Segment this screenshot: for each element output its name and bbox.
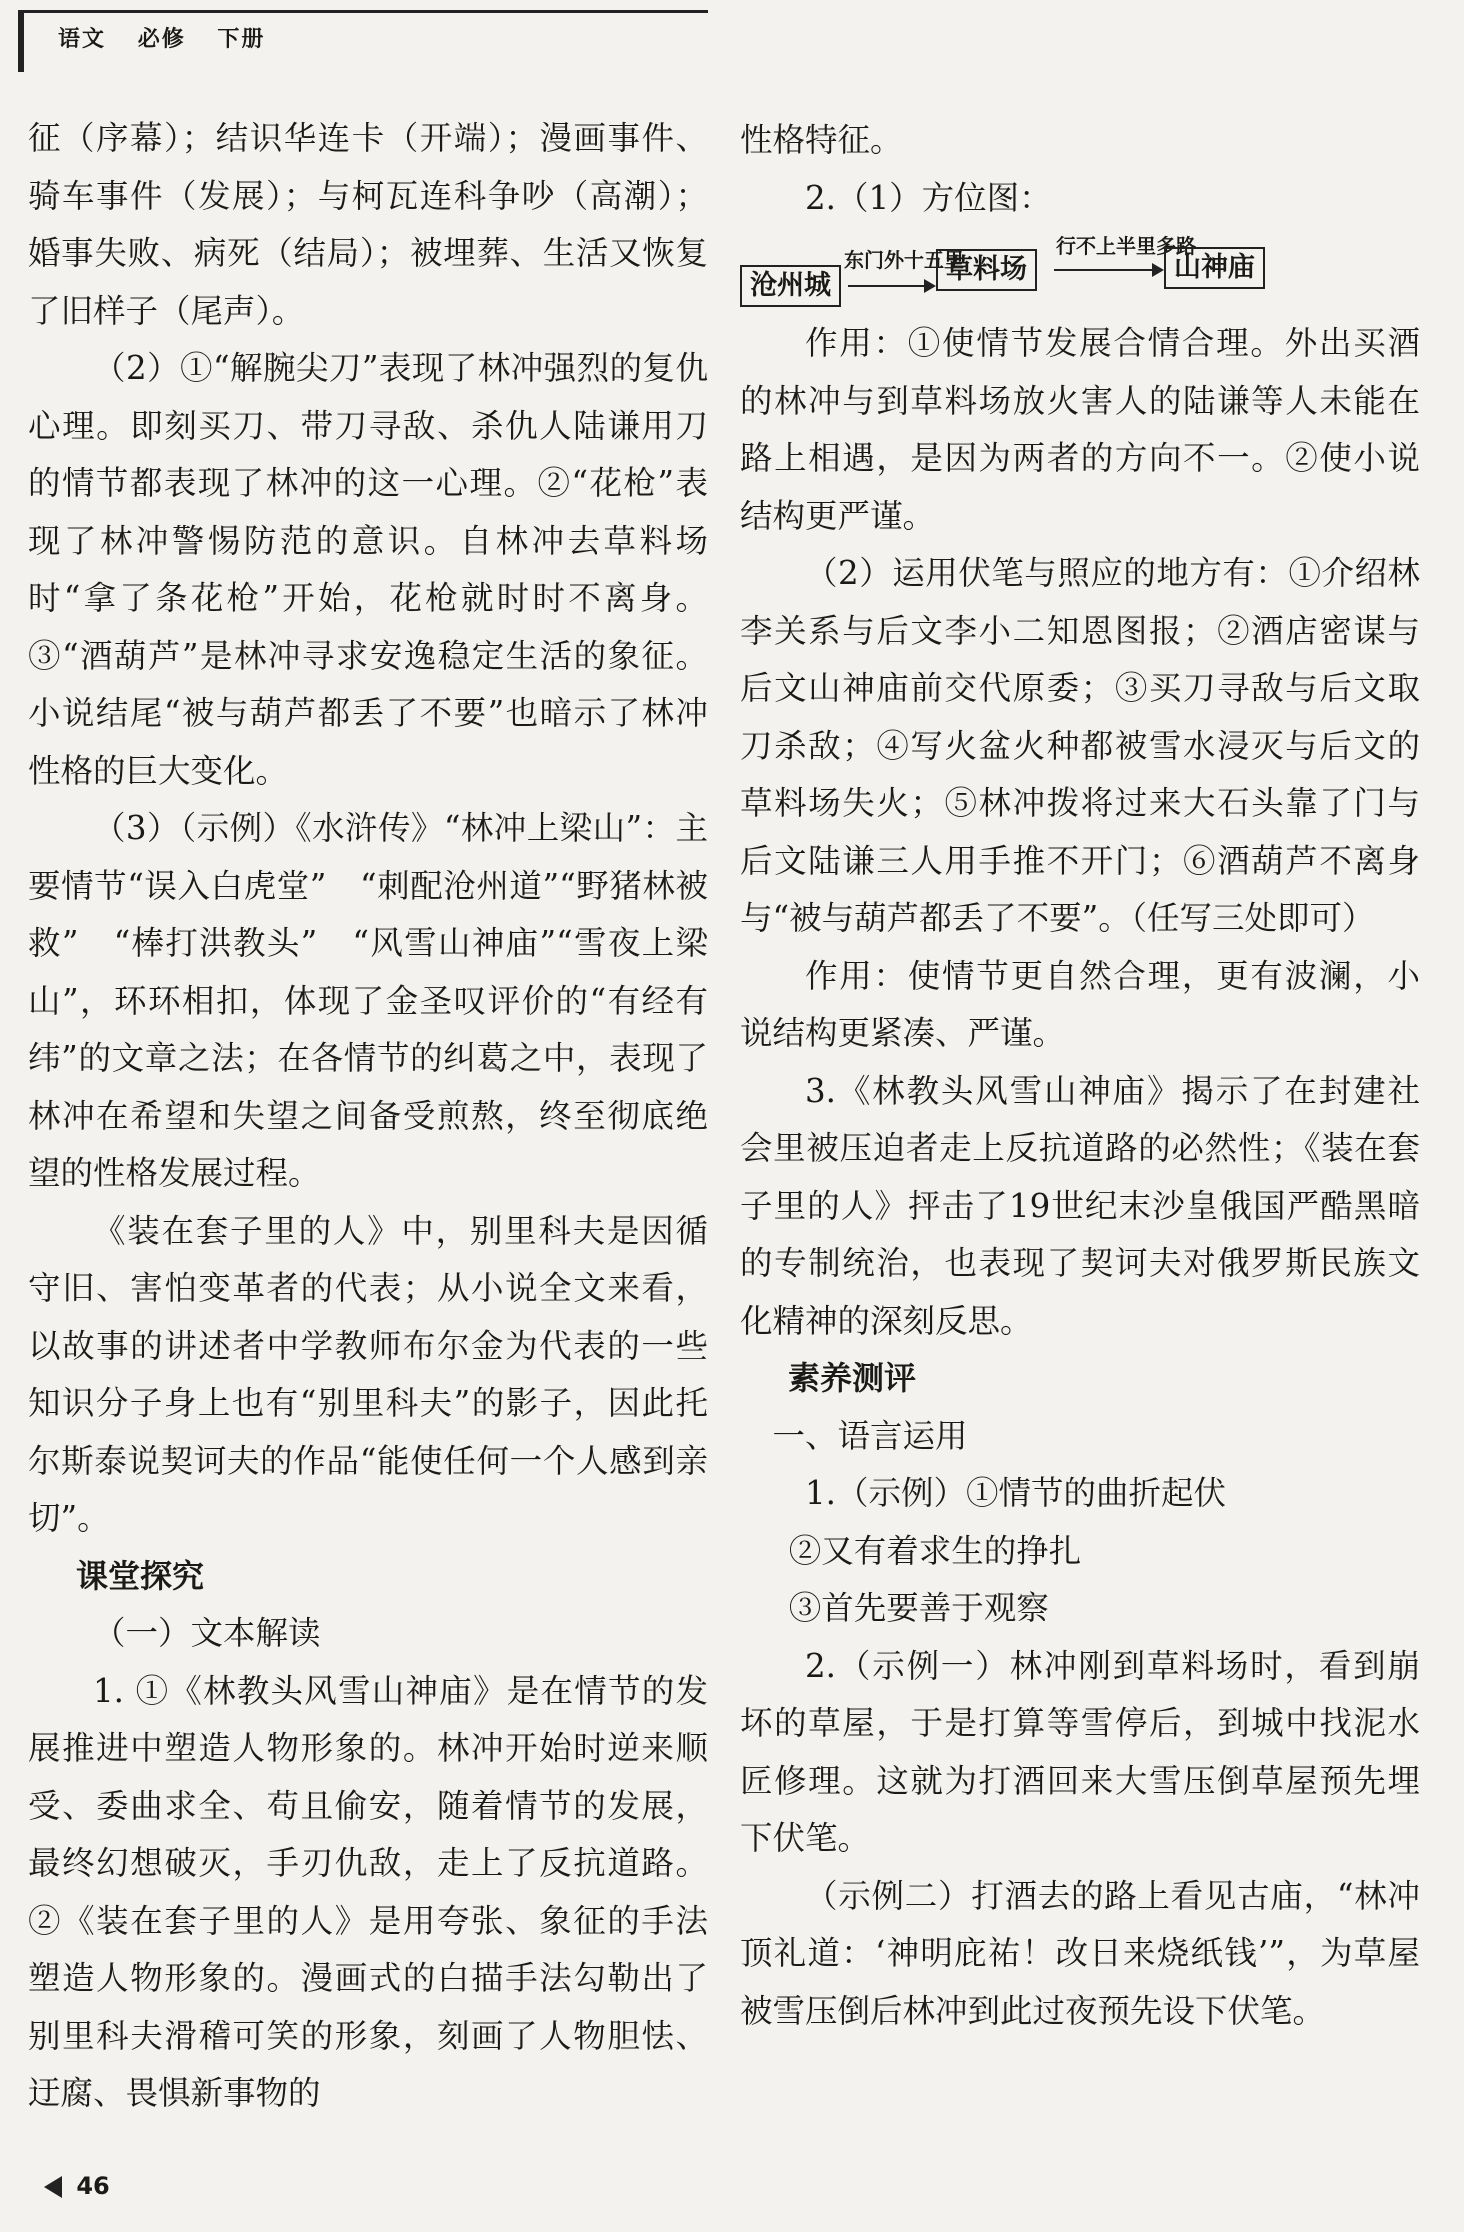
paragraph: 2.（示例一）林冲刚到草料场时，看到崩坏的草屋，于是打算等雪停后，到城中找泥水匠修理。这就为打酒回来大雪压倒草屋预先埋下伏笔。 <box>740 1646 1420 1857</box>
diagram-node-shanshenmiao: 山神庙 <box>1164 247 1265 289</box>
paragraph: ③首先要善于观察 <box>788 1589 1049 1627</box>
paragraph: ②又有着求生的挣扎 <box>788 1531 1082 1570</box>
paragraph: （2）①“解腕尖刀”表现了林冲强烈的复仇心理。即刻买刀、带刀寻敌、杀仇人陆谦用刀的情节都表现了林冲的这一心理。②“花枪”表现了林冲警惕防范的意识。自林冲去草料场时“拿了条花枪”开始，花枪就时时不离身。③“酒葫芦”是林冲寻求安逸稳定生活的象征。小说结尾“被与葫芦都丢了不要”也暗示了林冲性格的巨大变化。 <box>28 349 708 790</box>
diagram-edge-1: 东门外十五里 <box>844 248 964 272</box>
paragraph: 1. ①《林教头风雪山神庙》是在情节的发展推进中塑造人物形象的。林冲开始时逆来顺受、委曲求全、苟且偷安，随着情节的发展，最终幻想破灭，手刃仇敌，走上了反抗道路。②《装在套子里的人》是用夸张、象征的手法塑造人物形象的。漫画式的白描手法勾勒出了别里科夫滑稽可笑的形象，刻画了人物胆怯、迂腐、畏惧新事物的 <box>28 1671 708 2112</box>
header-bar <box>18 10 24 72</box>
paragraph: 3.《林教头风雪山神庙》揭示了在封建社会里被压迫者走上反抗道路的必然性；《装在套子里的人》抨击了19世纪末沙皇俄国严酷黑暗的专制统治，也表现了契诃夫对俄罗斯民族文化精神的深刻反思。 <box>740 1071 1420 1340</box>
page-number: 46 <box>76 2172 110 2200</box>
paragraph: （2）运用伏笔与照应的地方有：①介绍林李关系与后文李小二知恩图报；②酒店密谋与后文山神庙前交代原委；③买刀寻敌与后文取刀杀敌；④写火盆火种都被雪水浸灭与后文的草料场失火；⑤林冲拨将过来大石头靠了门与后文陆谦三人用手推不开门；⑥酒葫芦不离身与“被与葫芦都丢了不要”。（任写三处即可） <box>740 554 1420 937</box>
page-marker-icon <box>44 2176 62 2198</box>
paragraph: 性格特征。 <box>740 121 903 159</box>
paragraph: （一）文本解读 <box>93 1614 321 1652</box>
header-text <box>58 22 287 53</box>
header-subject: 语文 <box>58 26 107 52</box>
paragraph: （3）（示例）《水浒传》“林冲上梁山”：主要情节“误入白虎堂” “刺配沧州道”“野猪林被救” “棒打洪教头” “风雪山神庙”“雪夜上梁山”，环环相扣，体现了金圣叹评价的“有经有纬”的文章之法；在各情节的纠葛之中，表现了林冲在希望和失望之间备受煎熬，终至彻底绝望的性格发展过程。 <box>28 809 708 1192</box>
right-column-top <box>740 112 1420 227</box>
page-header <box>18 10 718 74</box>
section-title: 课堂探究 <box>76 1556 205 1595</box>
paragraph: （示例二）打酒去的路上看见古庙，“林冲顶礼道：‘神明庇祐！改日来烧纸钱’”，为草屋被雪压倒后林冲到此过夜预先设下伏笔。 <box>740 1876 1420 2030</box>
paragraph: 作用：使情节更自然合理，更有波澜，小说结构更紧凑、严谨。 <box>740 956 1420 1052</box>
header-part: 下册 <box>217 26 266 52</box>
paragraph: 《装在套子里的人》中，别里科夫是因循守旧、害怕变革者的代表；从小说全文来看，以故事的讲述者中学教师布尔金为代表的一些知识分子身上也有“别里科夫”的影子，因此托尔斯泰说契诃夫的作品“能使任何一个人感到亲切”。 <box>28 1211 708 1537</box>
header-volume: 必修 <box>137 26 186 52</box>
diagram-node-cangzhou: 沧州城 <box>740 265 841 307</box>
section-title: 素养测评 <box>788 1359 917 1397</box>
right-column-bottom <box>740 315 1420 2040</box>
paragraph: 作用：①使情节发展合情合理。外出买酒的林冲与到草料场放火害人的陆谦等人未能在路上相遇，是因为两者的方向不一。②使小说结构更严谨。 <box>740 324 1420 535</box>
diagram-arrow-2 <box>1054 269 1162 271</box>
diagram-node-caoliaochang: 草料场 <box>936 249 1037 291</box>
paragraph: 征（序幕）；结识华连卡（开端）；漫画事件、骑车事件（发展）；与柯瓦连科争吵（高潮）；婚事失败、病死（结局）；被埋葬、生活又恢复了旧样子（尾声）。 <box>28 119 708 330</box>
paragraph: 1.（示例）①情节的曲折起伏 <box>805 1474 1227 1512</box>
page-footer <box>44 2172 110 2200</box>
header-rule <box>18 10 708 13</box>
diagram-edge-2: 行不上半里多路 <box>1056 234 1196 258</box>
right-column <box>740 112 1420 2040</box>
left-column <box>28 110 708 2123</box>
location-diagram <box>740 235 1420 315</box>
paragraph: 一、语言运用 <box>772 1416 968 1455</box>
paragraph: 2.（1）方位图： <box>805 178 1052 217</box>
diagram-arrow-1 <box>848 285 934 287</box>
